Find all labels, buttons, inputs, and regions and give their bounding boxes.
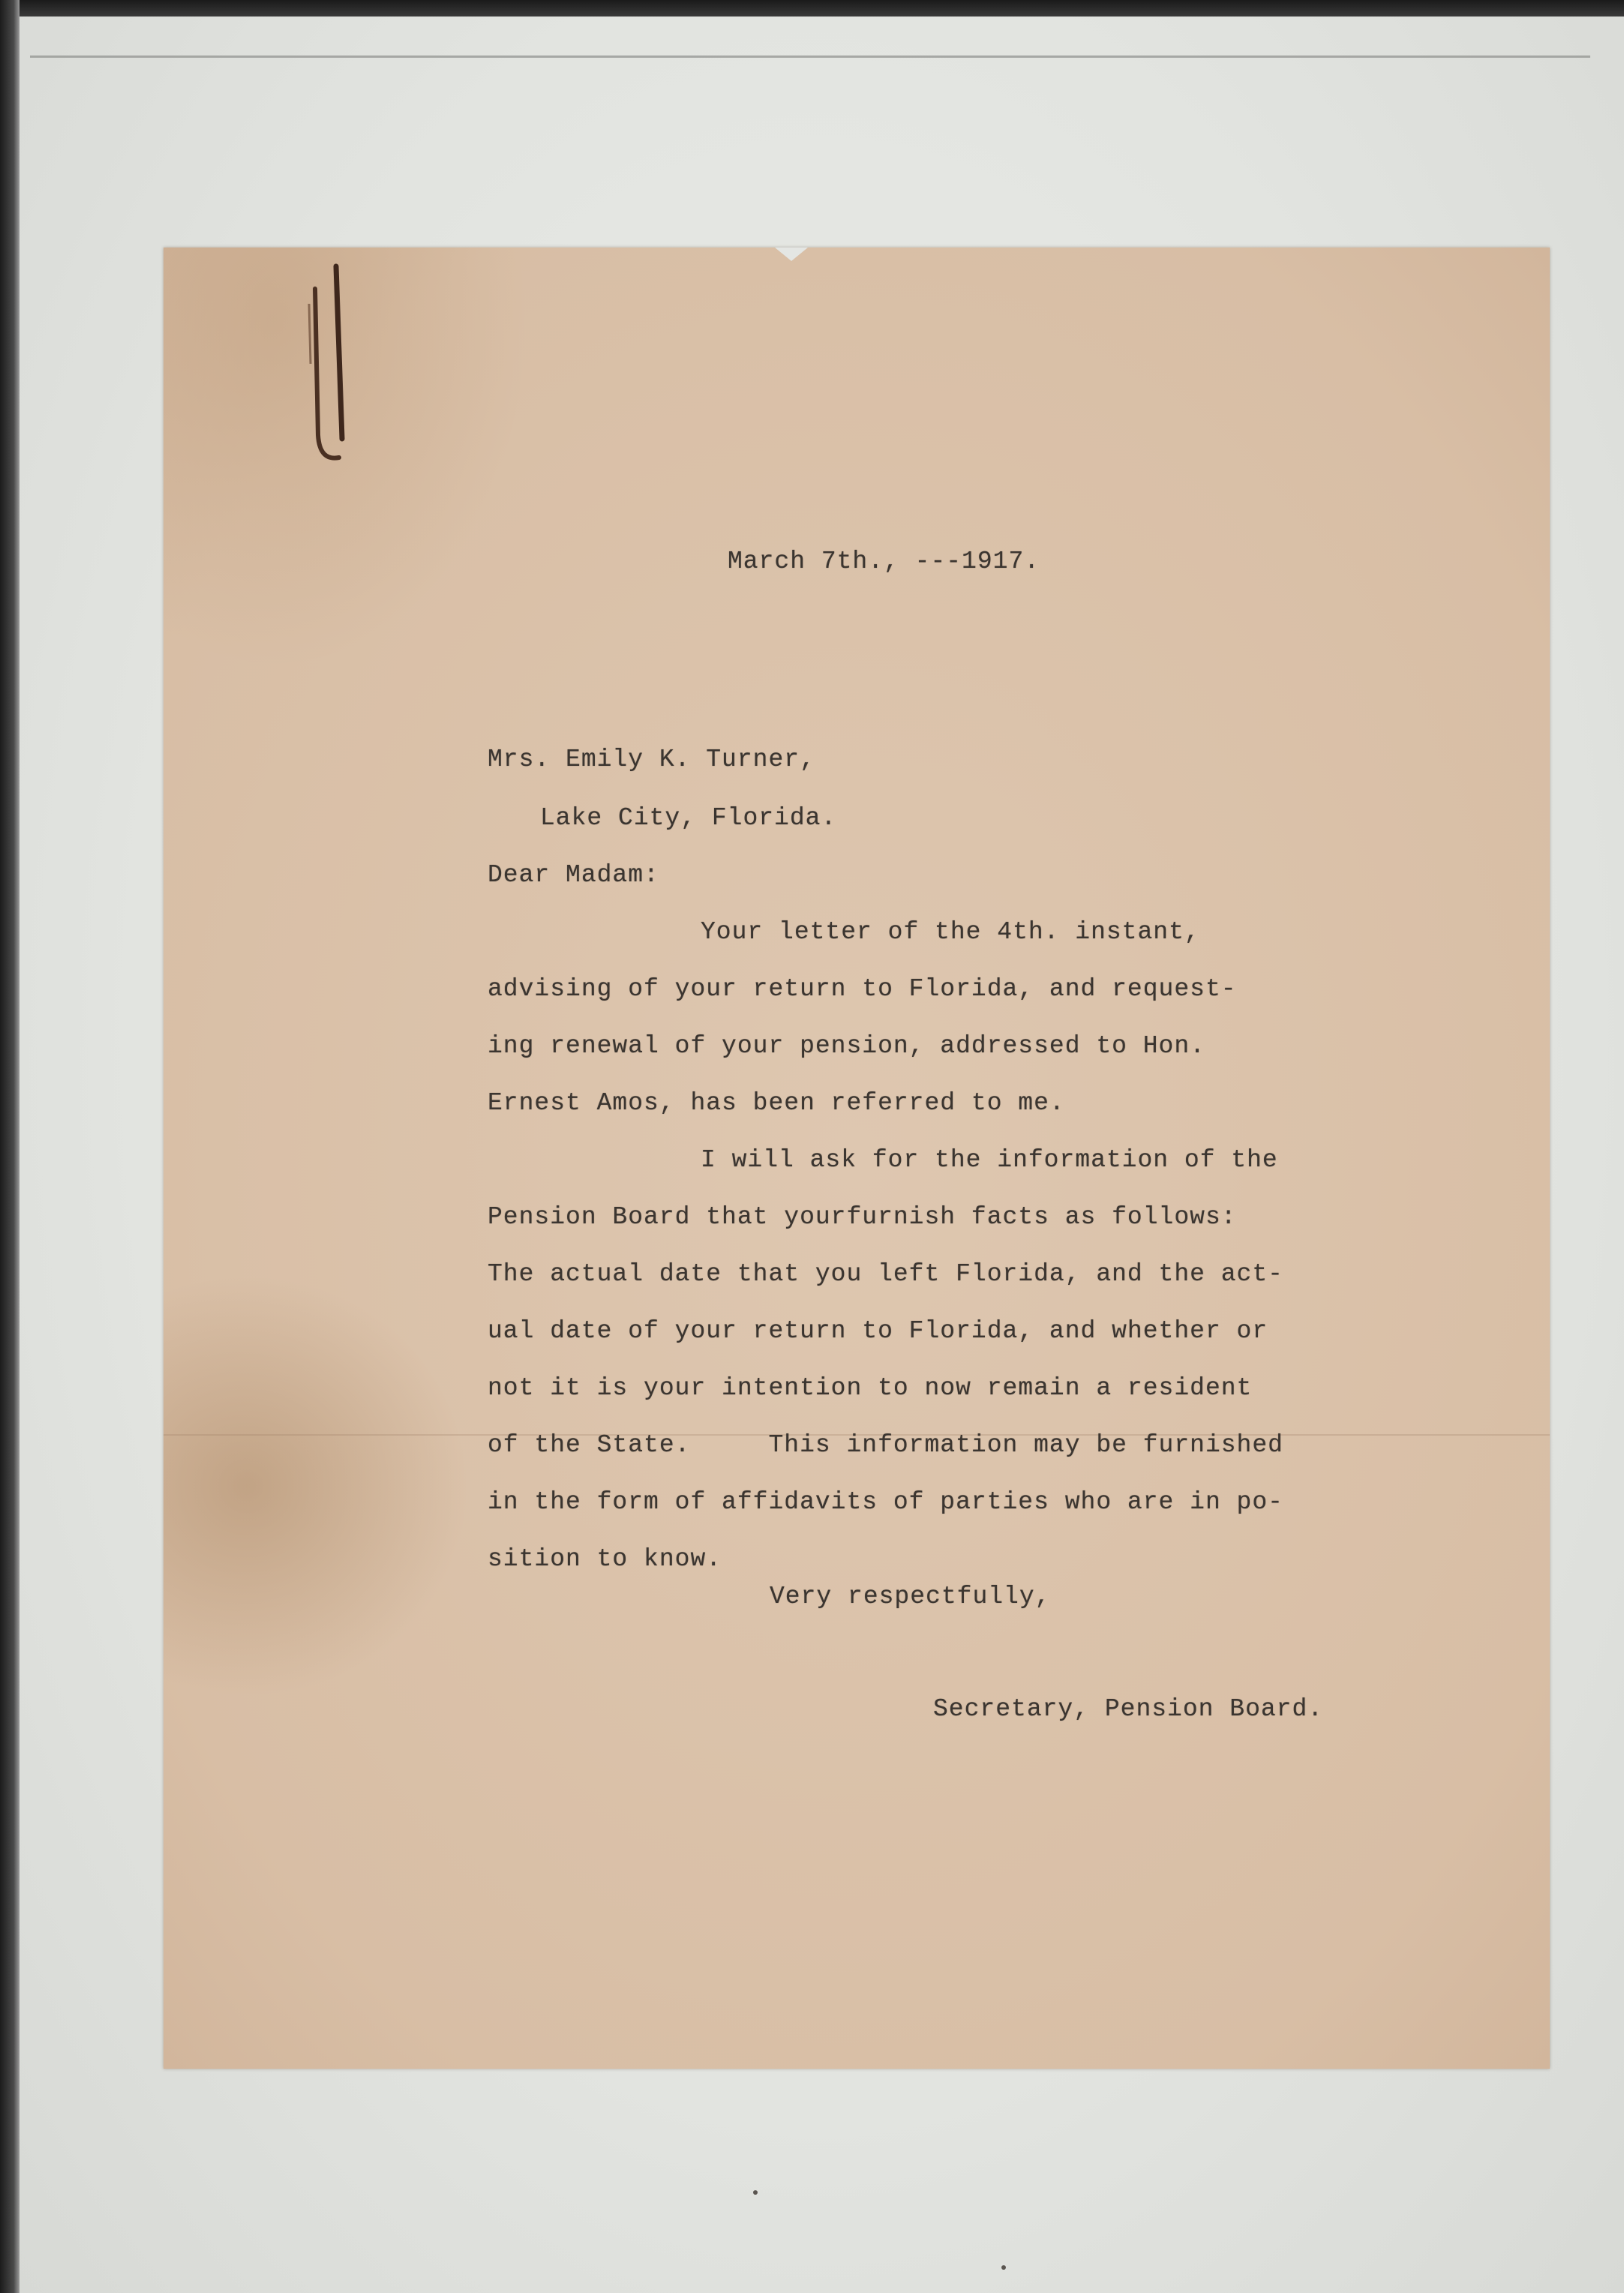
salutation: Dear Madam: bbox=[488, 861, 659, 889]
scanner-left-edge bbox=[0, 0, 20, 2293]
scanner-top-edge bbox=[0, 0, 1624, 17]
body-line: ing renewal of your pension, addressed to Hon. bbox=[488, 1032, 1205, 1060]
body-line: The actual date that you left Florida, and the act- bbox=[488, 1260, 1283, 1288]
body-line: advising of your return to Florida, and request- bbox=[488, 975, 1237, 1003]
dust-speck bbox=[753, 2190, 758, 2195]
body-line: in the form of affidavits of parties who are in po- bbox=[488, 1488, 1283, 1516]
body-line: Your letter of the 4th. instant, bbox=[701, 918, 1200, 946]
body-line: Ernest Amos, has been referred to me. bbox=[488, 1089, 1065, 1117]
letter-sheet bbox=[164, 248, 1550, 2069]
body-line: Pension Board that yourfurnish facts as follows: bbox=[488, 1203, 1237, 1231]
body-line: sition to know. bbox=[488, 1545, 722, 1573]
addressee-name: Mrs. Emily K. Turner, bbox=[488, 746, 815, 773]
signature-title: Secretary, Pension Board. bbox=[933, 1695, 1324, 1723]
scanner-line bbox=[30, 56, 1590, 58]
closing: Very respectfully, bbox=[770, 1583, 1051, 1610]
letter-date: March 7th., ---1917. bbox=[728, 548, 1040, 575]
body-line: not it is your intention to now remain a resident bbox=[488, 1374, 1253, 1402]
dust-speck bbox=[1001, 2265, 1006, 2270]
body-line: of the State. This information may be furnished bbox=[488, 1431, 1283, 1459]
body-line: I will ask for the information of the bbox=[701, 1146, 1278, 1174]
paper-notch bbox=[775, 248, 808, 261]
paper-clip-mark-icon bbox=[293, 251, 353, 469]
addressee-city: Lake City, Florida. bbox=[540, 804, 837, 832]
body-line: ual date of your return to Florida, and whether or bbox=[488, 1317, 1268, 1345]
